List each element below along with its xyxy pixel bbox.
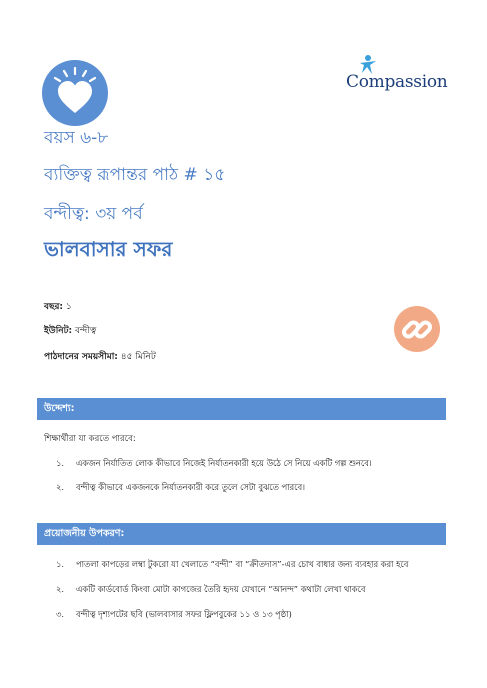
link-badge[interactable] bbox=[394, 306, 440, 352]
meta-unit-label: ইউনিট: bbox=[44, 326, 73, 336]
meta-time-label: পাঠদানের সময়সীমা: bbox=[44, 352, 118, 362]
objectives-heading: উদ্দেশ্য: bbox=[37, 398, 446, 420]
list-item bbox=[56, 481, 305, 495]
age-range: বয়স ৬-৮ bbox=[44, 128, 109, 148]
list-item-number: ১. bbox=[56, 458, 65, 468]
lesson-number: ব্যক্তিত্ব রূপান্তর পাঠ # ১৫ bbox=[44, 165, 226, 185]
materials-heading: প্রয়োজনীয় উপকরণ: bbox=[37, 523, 446, 545]
link-icon bbox=[394, 306, 440, 352]
compassion-logo bbox=[346, 58, 446, 98]
meta-unit-value: বন্দীত্ব bbox=[72, 326, 97, 336]
meta-year-label: বছর: bbox=[44, 302, 64, 312]
list-item bbox=[56, 583, 365, 597]
heart-icon bbox=[42, 60, 108, 126]
list-item bbox=[56, 558, 408, 572]
list-item-text: একটি কার্ডবোর্ড কিংবা মোটা কাগজের তৈরি হৃদয় যেখানে “আনন্দ” কথাটা লেখা থাকবে bbox=[76, 584, 366, 594]
list-item-text: পাতলা কাপড়ের লম্বা টুকরো যা খেলাতে “বন্দী” বা “ক্রীতদাস”-এর চোখ বাধার জন্য ব্যবহার করা হবে bbox=[76, 559, 409, 569]
meta-unit bbox=[44, 323, 96, 338]
list-item bbox=[56, 608, 292, 622]
meta-time-value: ৪৫ মিনিট bbox=[117, 352, 156, 362]
heart-badge bbox=[42, 60, 108, 126]
list-item-number: ৩. bbox=[56, 609, 65, 619]
meta-year-value: ১ bbox=[63, 302, 72, 312]
list-item-number: ১. bbox=[56, 559, 65, 569]
meta-time bbox=[44, 349, 156, 364]
list-item-number: ২. bbox=[56, 482, 65, 492]
list-item bbox=[56, 457, 372, 471]
list-item-text: বন্দীত্ব দৃশ্যপটের ছবি (ভালবাসার সফর ফ্লিপবুকের ১১ ও ১৩ পৃষ্ঠা) bbox=[76, 609, 292, 619]
series-part: বন্দীত্ব: ৩য় পর্ব bbox=[44, 204, 143, 224]
list-item-number: ২. bbox=[56, 584, 65, 594]
logo-wordmark: Compassion bbox=[346, 72, 448, 92]
objectives-intro: শিক্ষার্থীরা যা করতে পারবে: bbox=[44, 434, 136, 444]
list-item-text: বন্দীত্ব কীভাবে একজনকে নির্যাতনকারী করে তুলে সেটা বুঝতে পারবে। bbox=[76, 482, 306, 492]
meta-year bbox=[44, 299, 72, 314]
page-title: ভালবাসার সফর bbox=[44, 237, 173, 261]
list-item-text: একজন নির্যাতিত লোক কীভাবে নিজেই নির্যাতনকারী হয়ে উঠে সে নিয়ে একটি গল্প শুনবে। bbox=[76, 458, 372, 468]
